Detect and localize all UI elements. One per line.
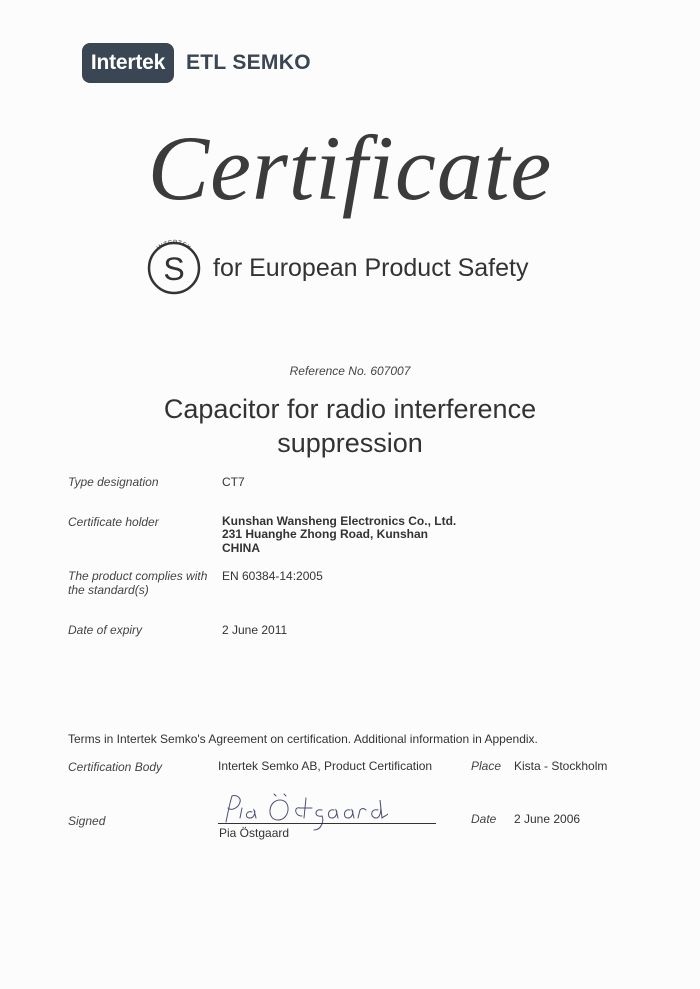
terms-text: Terms in Intertek Semko's Agreement on certification. Additional information in Appendix. <box>68 732 538 746</box>
type-designation-value: CT7 <box>222 475 245 489</box>
certificate-subtitle: for European Product Safety <box>213 254 529 282</box>
certification-body-label: Certification Body <box>68 760 163 774</box>
expiry-label: Date of expiry <box>68 623 143 637</box>
place-value: Kista - Stockholm <box>514 759 608 773</box>
holder-address: 231 Huanghe Zhong Road, Kunshan <box>222 527 429 541</box>
certificate-title: Certificate <box>147 117 553 219</box>
logo-brand: Intertek <box>90 51 166 74</box>
logo-division: ETL SEMKO <box>186 51 311 74</box>
type-designation-label: Type designation <box>68 475 159 489</box>
reference-value: 607007 <box>370 364 411 378</box>
signatory-name: Pia Östgaard <box>219 826 290 840</box>
standard-label-line1: The product complies with <box>68 569 208 583</box>
expiry-value: 2 June 2011 <box>222 623 288 637</box>
standard-value: EN 60384-14:2005 <box>222 569 323 583</box>
signature-line <box>218 823 436 824</box>
reference-label: Reference No. <box>289 364 367 378</box>
date-value: 2 June 2006 <box>514 812 581 826</box>
certification-body-value: Intertek Semko AB, Product Certification <box>218 759 433 773</box>
holder-name: Kunshan Wansheng Electronics Co., Ltd. <box>222 514 457 528</box>
svg-text:INTERTEK <box>156 240 192 252</box>
mark-letter: S <box>163 251 185 287</box>
product-line-1: Capacitor for radio interference <box>163 394 537 424</box>
certificate-holder-label: Certificate holder <box>68 515 159 529</box>
standard-label-line2: the standard(s) <box>68 583 149 597</box>
product-name <box>0 392 700 460</box>
mark-ring-text: INTERTEK <box>156 239 192 252</box>
place-label: Place <box>471 759 502 773</box>
signed-label: Signed <box>68 814 106 828</box>
date-label: Date <box>471 812 497 826</box>
intertek-logo <box>82 43 174 83</box>
s-mark-icon <box>143 235 205 297</box>
product-line-2: suppression <box>277 428 423 458</box>
holder-country: CHINA <box>222 541 260 555</box>
reference-number <box>0 364 700 378</box>
